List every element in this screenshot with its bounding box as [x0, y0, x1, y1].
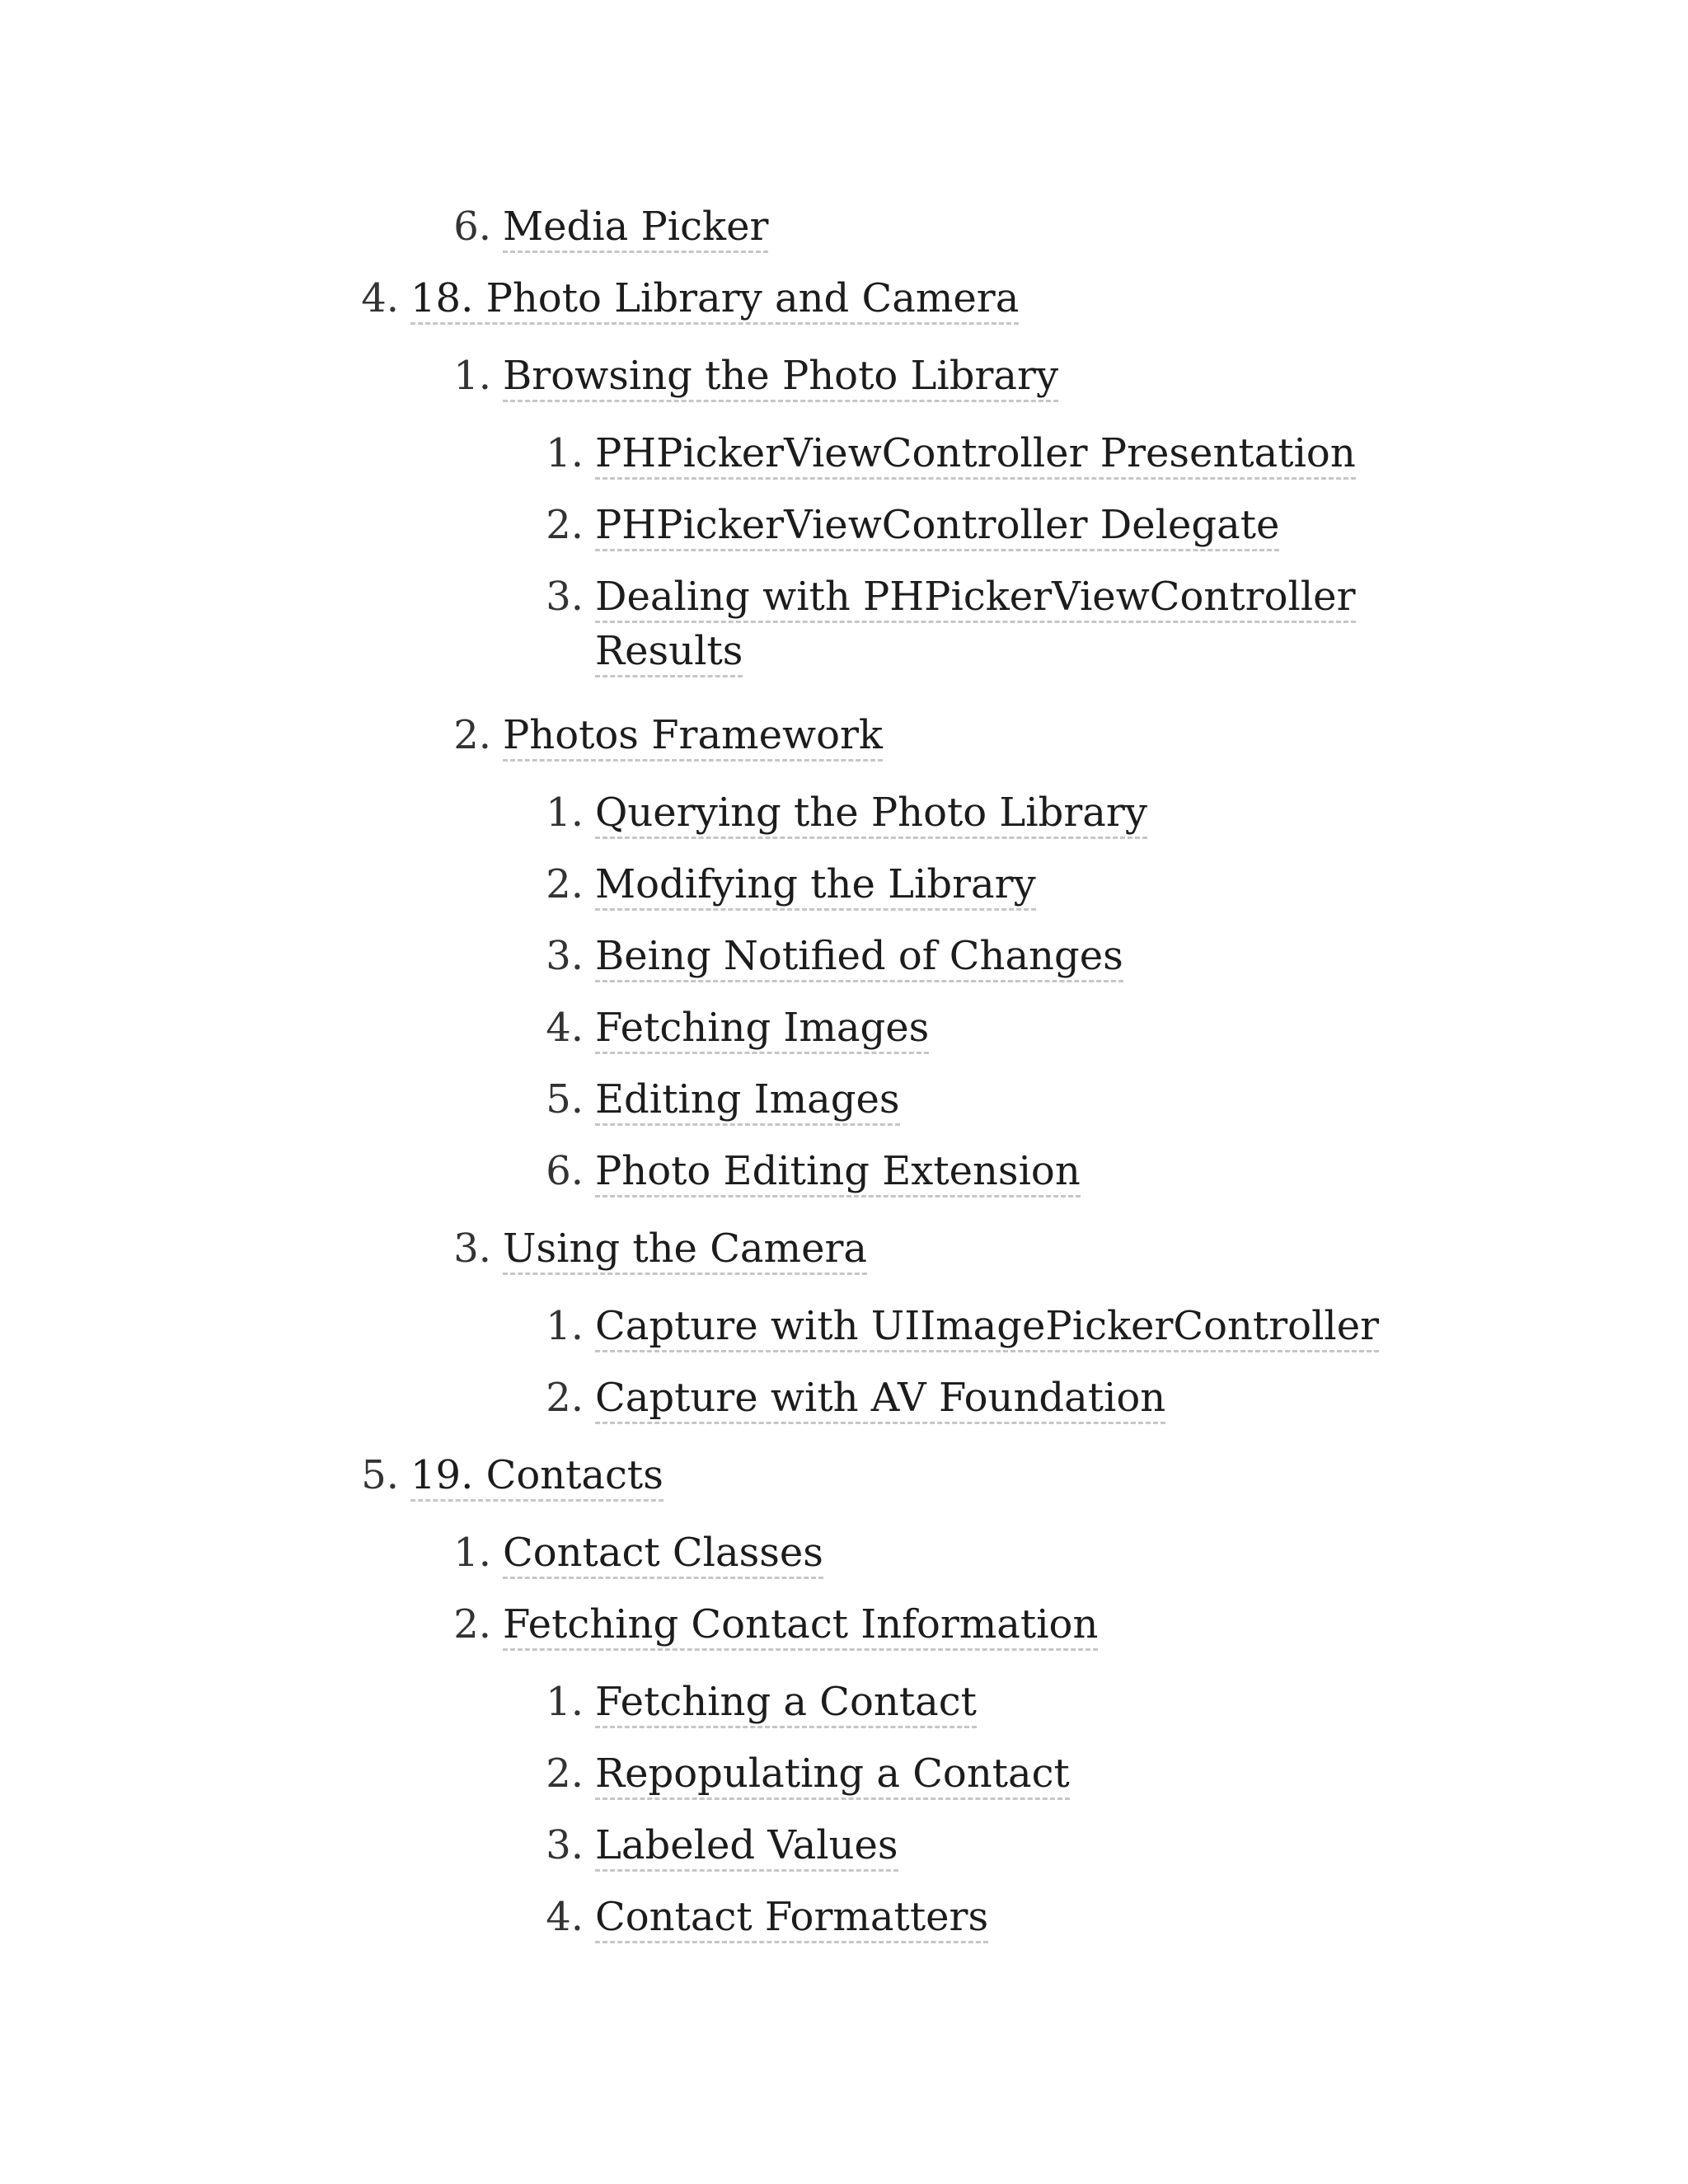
toc-link-chapter-19[interactable]: 19. Contacts [410, 1451, 663, 1502]
toc-link-fetching-contact[interactable]: Fetching a Contact [595, 1678, 977, 1728]
toc-link-phpicker-presentation[interactable]: PHPickerViewController Presentation [595, 429, 1356, 480]
list-number: 1. [546, 1303, 584, 1349]
list-number: 2. [453, 712, 491, 758]
list-number: 2. [546, 1375, 584, 1421]
list-number: 2. [546, 861, 584, 907]
toc-item-contact-formatters [496, 1886, 988, 1947]
toc-link-using-camera[interactable]: Using the Camera [503, 1225, 867, 1275]
toc-item-notified [496, 926, 1123, 987]
toc-link-editing-images[interactable]: Editing Images [595, 1076, 900, 1126]
list-number: 3. [453, 1226, 491, 1272]
list-number: 3. [546, 933, 584, 979]
toc-item-editing-images [496, 1069, 900, 1130]
toc-item-capture-av [496, 1367, 1165, 1428]
toc-chapter-19 [315, 1445, 663, 1506]
toc-link-chapter-18[interactable]: 18. Photo Library and Camera [410, 274, 1019, 325]
list-number: 4. [361, 275, 399, 321]
toc-item-phpicker-results [496, 566, 1356, 627]
toc-item-querying [496, 782, 1147, 843]
toc-link-photo-editing-extension[interactable]: Photo Editing Extension [595, 1147, 1081, 1197]
toc-link-modifying[interactable]: Modifying the Library [595, 860, 1036, 911]
toc-link-browsing[interactable]: Browsing the Photo Library [503, 352, 1058, 402]
toc-item-phpicker-results-cont [595, 627, 743, 677]
toc-link-media-picker[interactable]: Media Picker [503, 203, 768, 253]
list-number: 1. [453, 353, 491, 399]
toc-item-phpicker-delegate [496, 494, 1279, 555]
list-number: 4. [546, 1005, 584, 1051]
toc-link-contact-formatters[interactable]: Contact Formatters [595, 1893, 988, 1943]
toc-item-fetching-contact [496, 1671, 977, 1732]
list-number: 2. [453, 1601, 491, 1647]
toc-item-media-picker [404, 196, 768, 257]
list-number: 1. [546, 1679, 584, 1725]
toc-item-contact-classes [404, 1522, 823, 1583]
toc-item-fetching-contact-info [404, 1594, 1098, 1655]
list-number: 3. [546, 1822, 584, 1868]
toc-link-photos-framework[interactable]: Photos Framework [503, 711, 883, 762]
toc-link-notified[interactable]: Being Notified of Changes [595, 932, 1123, 982]
list-number: 3. [546, 574, 584, 620]
toc-item-browsing [404, 345, 1058, 406]
list-number: 2. [546, 1750, 584, 1797]
toc-link-fetching-images[interactable]: Fetching Images [595, 1004, 929, 1054]
toc-item-repopulating [496, 1743, 1070, 1804]
toc-link-capture-uiimagepicker[interactable]: Capture with UIImagePickerController [595, 1302, 1379, 1352]
toc-item-fetching-images [496, 997, 929, 1058]
toc-item-photos-framework [404, 705, 883, 766]
toc-item-capture-uiimagepicker [496, 1296, 1379, 1357]
toc-link-querying[interactable]: Querying the Photo Library [595, 789, 1147, 839]
toc-item-phpicker-presentation [496, 423, 1356, 484]
list-number: 2. [546, 502, 584, 548]
list-number: 6. [453, 204, 491, 250]
list-number: 6. [546, 1148, 584, 1194]
toc-link-contact-classes[interactable]: Contact Classes [503, 1529, 823, 1579]
toc-link-repopulating[interactable]: Repopulating a Contact [595, 1750, 1070, 1800]
toc-item-using-camera [404, 1218, 867, 1279]
toc-item-labeled-values [496, 1815, 898, 1876]
list-number: 1. [546, 790, 584, 836]
list-number: 1. [546, 430, 584, 476]
toc-link-phpicker-results[interactable]: Dealing with PHPickerViewController [595, 573, 1356, 623]
toc-link-fetching-contact-info[interactable]: Fetching Contact Information [503, 1601, 1098, 1651]
toc-link-phpicker-delegate[interactable]: PHPickerViewController Delegate [595, 501, 1279, 551]
toc-link-labeled-values[interactable]: Labeled Values [595, 1821, 898, 1872]
toc-link-phpicker-results-cont[interactable]: Results [595, 627, 743, 677]
list-number: 1. [453, 1530, 491, 1576]
toc-item-modifying [496, 854, 1036, 915]
toc-chapter-18 [315, 268, 1019, 329]
list-number: 5. [546, 1076, 584, 1122]
list-number: 4. [546, 1894, 584, 1940]
toc-item-photo-editing-extension [496, 1141, 1081, 1202]
toc-link-capture-av[interactable]: Capture with AV Foundation [595, 1374, 1165, 1424]
list-number: 5. [361, 1452, 399, 1498]
